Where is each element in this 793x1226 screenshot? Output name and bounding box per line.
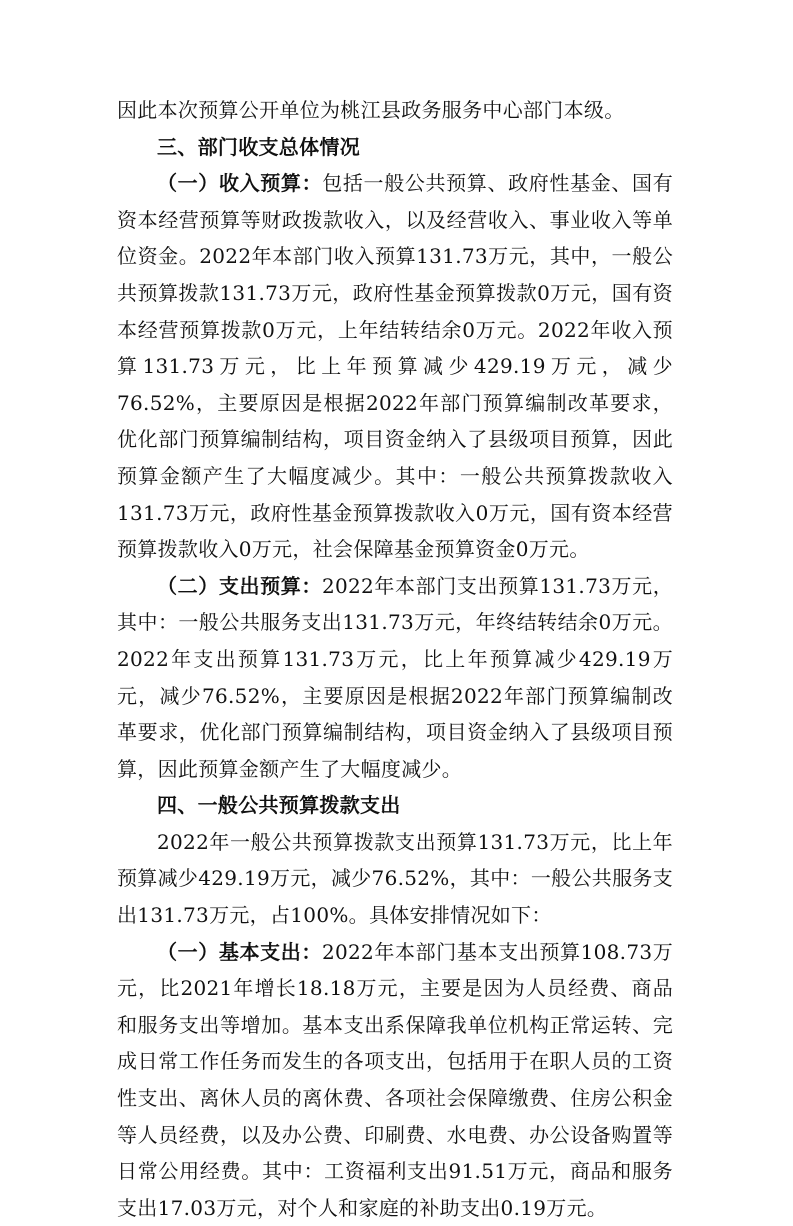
- expenditure-body: 2022年本部门支出预算131.73万元，其中：一般公共服务支出131.73万元，年终结转结余0万元。2022年支出预算131.73万元，比上年预算减少429.19万元，减少76.52%，主要原因是根据2022年部门预算编制改革要求，优化部门预算编制结构，项目资金纳入了县级项目预算，因此预算金额产生了大幅度减少。: [117, 573, 673, 781]
- general-budget-paragraph: 2022年一般公共预算拨款支出预算131.73万元，比上年预算减少429.19万元，减少76.52%，其中：一般公共服务支出131.73万元，占100%。具体安排情况如下：: [117, 829, 673, 928]
- expenditure-paragraph: [117, 568, 673, 788]
- document-body: [117, 92, 673, 1226]
- income-body: 包括一般公共预算、政府性基金、国有资本经营预算等财政拨款收入，以及经营收入、事业收入等单位资金。2022年本部门收入预算131.73万元，其中，一般公共预算拨款131.73万元，政府性基金预算拨款0万元，国有资本经营预算拨款0万元，上年结转结余0万元。2022年收入预算131.73万元，比上年预算减少429.19万元，减少76.52%，主要原因是根据2022年部门预算编制改革要求，优化部门预算编制结构，项目资金纳入了县级项目预算，因此预算金额产生了大幅度减少。其中：一般公共预算拨款收入131.73万元，政府性基金预算拨款收入0万元，国有资本经营预算拨款收入0万元，社会保障基金预算资金0万元。: [117, 171, 673, 562]
- section-heading-4: 四、一般公共预算拨款支出: [157, 793, 401, 818]
- section-heading-3: 三、部门收支总体情况: [157, 134, 360, 159]
- income-lead: （一）收入预算：: [157, 171, 323, 196]
- expenditure-lead: （二）支出预算：: [157, 573, 322, 598]
- basic-body: 2022年本部门基本支出预算108.73万元，比2021年增长18.18万元，主要是因为人员经费、商品和服务支出等增加。基本支出系保障我单位机构正常运转、完成日常工作任务而发生的各项支出，包括用于在职人员的工资性支出、离休人员的离休费、各项社会保障缴费、住房公积金等人员经费，以及办公费、印刷费、水电费、办公设备购置等日常公用经费。其中：工资福利支出91.51万元，商品和服务支出17.03万元，对个人和家庭的补助支出0.19万元。: [117, 939, 673, 1220]
- basic-lead: （一）基本支出：: [157, 939, 322, 964]
- income-paragraph: [117, 165, 673, 568]
- intro-paragraph: 因此本次预算公开单位为桃江县政务服务中心部门本级。: [117, 98, 625, 122]
- basic-expenditure-paragraph: [117, 934, 673, 1226]
